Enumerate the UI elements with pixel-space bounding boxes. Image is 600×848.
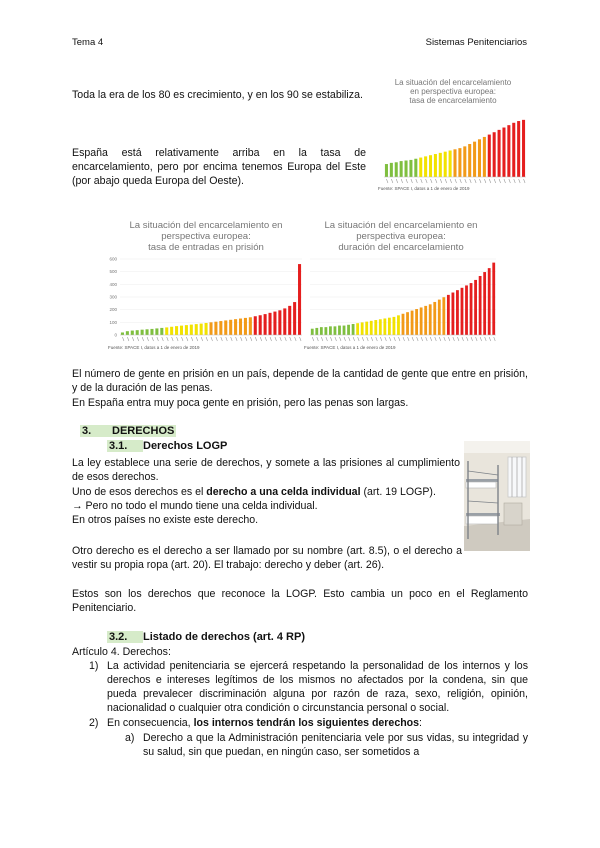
x-tick-label (485, 337, 487, 341)
bar (438, 300, 441, 335)
x-tick-label (231, 337, 233, 341)
x-tick-label (403, 337, 405, 341)
x-tick-label (406, 179, 408, 183)
x-tick-label (398, 337, 400, 341)
s32-article: Artículo 4. Derechos: (72, 646, 171, 658)
bar (219, 321, 222, 335)
bar (452, 293, 455, 335)
x-tick-label (411, 179, 413, 183)
x-tick-label (349, 337, 351, 341)
section-3-title: DERECHOS (112, 425, 175, 437)
bar (320, 327, 323, 335)
bar (406, 312, 409, 335)
bar (264, 314, 267, 335)
x-tick-label (353, 337, 355, 341)
x-tick-label (435, 337, 437, 341)
chart3-title (304, 220, 498, 253)
bar (385, 164, 388, 177)
x-tick-label (196, 337, 198, 341)
bar (483, 137, 486, 177)
x-tick-label (245, 337, 247, 341)
y-tick-label: 400 (109, 281, 117, 287)
bar (205, 323, 208, 335)
bar (383, 318, 386, 335)
s32-item-a-number: a) (125, 732, 135, 744)
bar (463, 146, 466, 177)
bar (269, 313, 272, 335)
x-tick-label (236, 337, 237, 341)
x-tick-label (499, 179, 501, 183)
bar (175, 326, 178, 335)
x-tick-label (430, 337, 432, 341)
s31-p2-start: Uno de esos derechos es el (72, 486, 207, 498)
intro-paragraph-2: España está relativamente arriba en la tasa de encarcelamiento, pero por encima tenemos Europa del Este (por abajo queda Europa del Oeste). (72, 147, 366, 187)
bar (424, 156, 427, 177)
chart3-plot (304, 257, 498, 343)
x-tick-label (335, 337, 337, 341)
chart3-title-line-3: duración del encarcelamiento (338, 242, 464, 253)
bar (259, 315, 262, 335)
bar (150, 329, 153, 335)
bar (507, 125, 510, 177)
x-tick-label (312, 337, 314, 341)
x-tick-label (391, 179, 393, 183)
bar (329, 326, 332, 335)
bar (419, 158, 422, 177)
x-tick-label (470, 179, 472, 183)
prison-cell-photo (464, 441, 530, 551)
x-tick-label (514, 179, 516, 183)
bar (479, 276, 482, 335)
x-tick-label (460, 179, 462, 183)
bar (465, 285, 468, 335)
prison-cell-illustration (464, 441, 530, 551)
y-tick-label: 100 (109, 319, 117, 325)
bar (444, 152, 447, 177)
x-tick-label (385, 337, 387, 341)
x-tick-label (280, 337, 282, 341)
bar (409, 160, 412, 177)
x-tick-label (167, 337, 169, 341)
bar (185, 325, 188, 335)
x-tick-label (339, 337, 341, 341)
chart3-title-line-2: perspectiva europea: (356, 231, 446, 242)
bar (439, 153, 442, 177)
chart1-title (378, 78, 528, 105)
x-tick-label (321, 337, 323, 341)
bar (370, 321, 373, 335)
bar (473, 142, 476, 177)
x-tick-label (440, 179, 442, 183)
s32-item-2-end: : (419, 717, 422, 729)
chart3-source: Fuente: SPACE I, datos a 1 de enero de 2019 (304, 345, 396, 350)
bar (429, 304, 432, 335)
bar (478, 139, 481, 177)
x-tick-label (285, 337, 287, 341)
x-tick-label (127, 337, 128, 341)
bar (453, 149, 456, 177)
chart3-title-line-1: La situación del encarcelamiento en (324, 220, 478, 231)
chart-prison-entries (108, 220, 304, 360)
bar (361, 322, 364, 335)
s31-paragraph-4: En otros países no existe este derecho. (72, 514, 259, 526)
bar (249, 317, 252, 335)
x-tick-label (275, 337, 277, 341)
x-tick-label (476, 337, 478, 341)
x-tick-label (509, 179, 511, 183)
bar (155, 328, 158, 335)
bar (334, 326, 337, 335)
bar (411, 311, 414, 335)
bar (352, 324, 355, 335)
bar (400, 161, 403, 177)
s32-item-2-bold: los internos tendrán los siguientes derechos (193, 717, 420, 729)
x-tick-label (417, 337, 419, 341)
bar (365, 322, 368, 335)
x-tick-label (371, 337, 373, 341)
x-tick-label (494, 337, 496, 341)
y-tick-label: 600 (109, 257, 117, 262)
s31-paragraph-2 (72, 485, 464, 499)
bar (209, 322, 212, 335)
x-tick-label (448, 337, 450, 341)
bar (239, 319, 242, 335)
x-tick-label (152, 337, 154, 341)
x-tick-label (416, 179, 418, 183)
bar (502, 128, 505, 177)
bar (244, 318, 247, 335)
s32-item-2-number: 2) (89, 717, 99, 729)
bar (483, 272, 486, 335)
bar (414, 159, 417, 177)
bar (458, 148, 461, 177)
chart2-title-line-2: perspectiva europea: (161, 231, 251, 242)
x-tick-label (295, 337, 297, 341)
bar (180, 326, 183, 335)
x-tick-label (241, 337, 243, 341)
x-tick-label (300, 337, 302, 341)
section-3-heading (80, 425, 176, 437)
y-tick-label: 0 (114, 332, 117, 338)
bar (522, 120, 525, 177)
x-tick-label (221, 337, 223, 341)
s32-item-a: Derecho a que la Administración penitenciaria vele por sus vidas, su integridad y su salud, sin que puedan, en ningún caso, ser sometidos a (143, 732, 528, 758)
x-tick-label (396, 179, 398, 183)
x-tick-label (494, 179, 496, 183)
x-tick-label (330, 337, 332, 341)
bar (461, 288, 464, 335)
bar (405, 161, 408, 177)
bar (498, 130, 501, 177)
bar (388, 318, 391, 335)
x-tick-label (421, 337, 423, 341)
x-tick-label (147, 337, 149, 341)
bar (493, 132, 496, 177)
x-tick-label (326, 337, 328, 341)
y-tick-label: 200 (109, 307, 117, 313)
y-tick-label: 300 (109, 294, 117, 300)
bar (338, 326, 341, 335)
x-tick-label (394, 337, 396, 341)
x-tick-label (344, 337, 346, 341)
x-tick-label (475, 179, 477, 183)
chart2-title (108, 220, 304, 253)
chart-incarceration-rate (378, 78, 528, 198)
chart1-plot (378, 115, 528, 185)
x-tick-label (367, 337, 369, 341)
bar (393, 317, 396, 335)
y-tick-label: 500 (109, 269, 117, 275)
x-tick-label (157, 337, 159, 341)
section-3-2-title: Listado de derechos (art. 4 RP) (143, 631, 305, 643)
bar (315, 328, 318, 335)
x-tick-label (181, 337, 183, 341)
bar (420, 307, 423, 335)
x-tick-label (426, 179, 428, 183)
bar (429, 155, 432, 177)
bar (214, 322, 217, 335)
bar (311, 329, 314, 335)
bar (324, 327, 327, 335)
x-tick-label (426, 337, 428, 341)
bar (146, 329, 149, 335)
x-tick-label (211, 337, 213, 341)
bar (379, 319, 382, 335)
x-tick-label (376, 337, 378, 341)
x-tick-label (455, 179, 457, 183)
x-tick-label (317, 337, 319, 341)
mid-paragraph-2: En España entra muy poca gente en prisión, pero las penas son largas. (72, 397, 409, 409)
x-tick-label (489, 179, 491, 183)
bar (488, 268, 491, 335)
section-3-2-number: 3.2. (107, 631, 143, 643)
bar (347, 325, 350, 335)
x-tick-label (362, 337, 364, 341)
x-tick-label (380, 337, 382, 341)
bar (442, 297, 445, 335)
bar (200, 324, 203, 335)
bar (468, 144, 471, 177)
x-tick-label (172, 337, 174, 341)
x-tick-label (137, 337, 139, 341)
x-tick-label (504, 179, 506, 183)
x-tick-label (201, 337, 203, 341)
section-3-number: 3. (80, 425, 110, 437)
x-tick-label (467, 337, 469, 341)
bar (456, 290, 459, 335)
bar (433, 302, 436, 335)
x-tick-label (132, 337, 134, 341)
s31-paragraph-5: Otro derecho es el derecho a ser llamado por su nombre (art. 8.5), o el derecho a vestir su propia ropa (art. 20). El trabajo: derecho y deber (art. 26). (72, 545, 462, 571)
header-left: Tema 4 (72, 37, 104, 48)
chart2-plot (108, 257, 304, 343)
x-tick-label (450, 179, 452, 183)
bar (517, 121, 520, 177)
bar (415, 309, 418, 335)
x-tick-label (290, 337, 292, 341)
chart2-title-line-3: tasa de entradas en prisión (148, 242, 264, 253)
x-tick-label (444, 337, 446, 341)
bar (449, 150, 452, 177)
chart1-title-line-2: en perspectiva europea: (410, 87, 496, 96)
x-tick-label (435, 179, 437, 183)
intro-paragraph-1: Toda la era de los 80 es crecimiento, y en los 90 se estabiliza. (72, 89, 363, 101)
bar (424, 306, 427, 335)
chart2-source: Fuente: SPACE I, datos a 1 de enero de 2019 (108, 345, 200, 350)
x-tick-label (162, 337, 164, 341)
x-tick-label (479, 179, 481, 183)
bar (402, 314, 405, 335)
bar (254, 316, 257, 335)
chart-incarceration-duration (304, 220, 498, 360)
section-3-2-heading (107, 631, 305, 643)
chart1-title-line-3: tasa de encarcelamiento (409, 96, 497, 105)
bar (141, 330, 144, 335)
mid-paragraph-1: El número de gente en prisión en un país, depende de la cantidad de gente que entre en prisión, y de la duración de las penas. (72, 368, 528, 394)
x-tick-label (255, 337, 257, 341)
bar (395, 162, 398, 177)
bar (298, 264, 301, 335)
bar (283, 308, 286, 335)
x-tick-label (191, 337, 193, 341)
bar (293, 302, 296, 335)
s31-p2-bold: derecho a una celda individual (206, 486, 361, 498)
x-tick-label (524, 179, 526, 183)
chart1-title-line-1: La situación del encarcelamiento (394, 78, 512, 87)
x-tick-label (206, 337, 208, 341)
x-tick-label (431, 179, 433, 183)
bar (195, 324, 198, 335)
x-tick-label (265, 337, 267, 341)
bar (397, 315, 400, 335)
x-tick-label (412, 337, 414, 341)
bar (288, 306, 291, 335)
bar (190, 325, 193, 335)
s31-paragraph-1: La ley establece una serie de derechos, y somete a las prisiones al cumplimiento de esos derechos. (72, 457, 460, 483)
x-tick-label (445, 179, 447, 183)
bar (492, 263, 495, 335)
section-3-1-title: Derechos LOGP (143, 440, 228, 452)
bar (278, 310, 281, 335)
s31-paragraph-6: Estos son los derechos que reconoce la LOGP. Esto cambia un poco en el Reglamento Penitenciario. (72, 588, 528, 614)
x-tick-label (471, 337, 473, 341)
s31-paragraph-3: → Pero no todo el mundo tiene una celda individual. (72, 500, 318, 512)
bar (474, 280, 477, 335)
x-tick-label (439, 337, 441, 341)
bar (234, 319, 237, 335)
bar (224, 320, 227, 335)
x-tick-label (216, 337, 218, 341)
x-tick-label (421, 179, 423, 183)
x-tick-label (401, 179, 403, 183)
x-tick-label (457, 337, 459, 341)
bar (512, 123, 515, 177)
bar (121, 332, 124, 335)
bar (470, 283, 473, 335)
x-tick-label (453, 337, 455, 341)
x-tick-label (386, 179, 388, 183)
s32-item-1: La actividad penitenciaria se ejercerá respetando la personalidad de los internos y los derechos e intereses legítimos de los mismos no afectados por la condena, sin que pueda prevalecer discriminación alguna por razón de raza, sexo, religión, opinión, nacionalidad o cualquier otra condición o circunstancia personal o social. (107, 660, 528, 714)
section-3-1-number: 3.1. (107, 440, 143, 452)
bar (131, 331, 134, 335)
x-tick-label (408, 337, 410, 341)
chart1-source: Fuente: SPACE I, datos a 1 de enero de 2019 (378, 186, 470, 191)
bar (165, 327, 168, 335)
x-tick-label (122, 337, 124, 341)
bar (343, 326, 346, 335)
header-right: Sistemas Penitenciarios (425, 37, 527, 48)
bar (447, 295, 450, 335)
s31-p2-end: (art. 19 LOGP). (360, 486, 436, 498)
x-tick-label (270, 337, 272, 341)
bar (390, 163, 393, 177)
bar (356, 323, 359, 335)
x-tick-label (489, 337, 491, 341)
x-tick-label (389, 337, 391, 341)
s32-item-2-start: En consecuencia, (107, 717, 194, 729)
bar (160, 328, 163, 335)
x-tick-label (465, 179, 467, 183)
bar (126, 331, 129, 335)
x-tick-label (358, 337, 360, 341)
x-tick-label (484, 179, 486, 183)
bar (229, 320, 232, 335)
s32-item-1-number: 1) (89, 660, 99, 672)
bar (136, 330, 139, 335)
x-tick-label (186, 337, 188, 341)
x-tick-label (519, 179, 521, 183)
bar (488, 135, 491, 177)
bar (434, 154, 437, 177)
x-tick-label (177, 337, 179, 341)
x-tick-label (226, 337, 228, 341)
x-tick-label (250, 337, 252, 341)
section-3-1-heading (107, 440, 227, 452)
bar (170, 327, 173, 335)
s32-item-2 (107, 716, 528, 730)
chart2-title-line-1: La situación del encarcelamiento en (129, 220, 283, 231)
x-tick-label (462, 337, 464, 341)
bar (273, 312, 276, 335)
bar (374, 320, 377, 335)
x-tick-label (142, 337, 144, 341)
x-tick-label (260, 337, 262, 341)
x-tick-label (480, 337, 482, 341)
